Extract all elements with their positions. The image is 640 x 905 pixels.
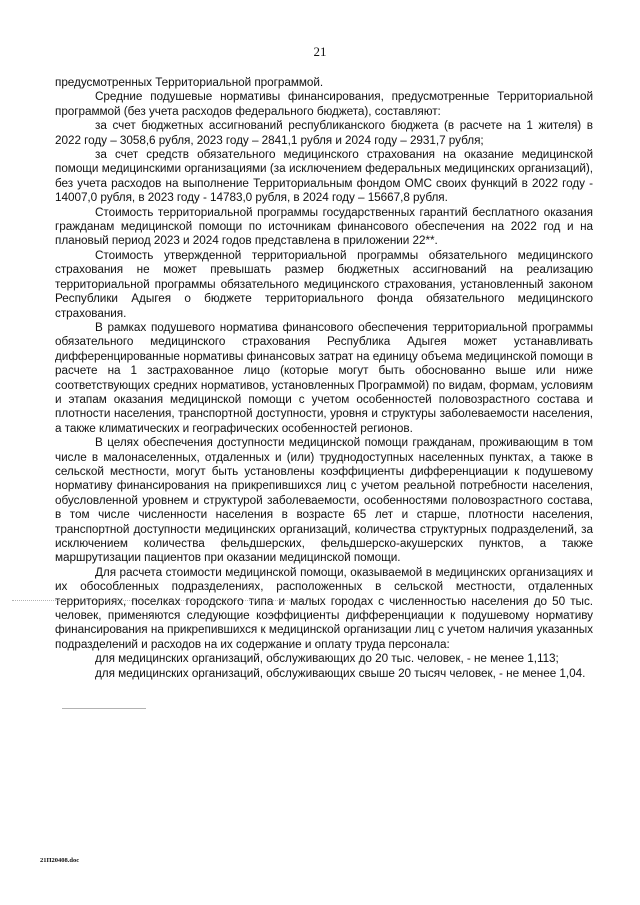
paragraph-continuation: предусмотренных Территориальной программой. [55,76,324,89]
file-name-footer: 21П20408.doc [40,857,80,864]
scan-artifact-line [62,708,146,709]
paragraph-oms-funds: за счет средств обязательного медицинского страхования на оказание медицинской помощи медицинскими организациями (за исключением федеральных медицинских организаций), без учета расходов на выполнение Территориальным фондом ОМС своих функций в 2022 году - 14007,0 рубля, в 2023 году - 14783,0 рубля, в 2024 году – 15667,8 рубля. [55,148,593,205]
paragraph-cost-calculation: Для расчета стоимости медицинской помощи, оказываемой в медицинских организациях и их обособленных подразделениях, расположенных в сельской местности, отдаленных территориях, поселках городского типа и малых городах с численностью населения до 50 тыс. человек, применяются следующие коэффициенты дифференциации к подушевому нормативу финансирования на прикрепившихся к медицинской организации лиц с учетом наличия указанных подразделений и расходов на их содержание и оплату труда персонала: [55,565,593,651]
paragraph-cost-limit: Стоимость утвержденной территориальной программы обязательного медицинского страхования не может превышать размер бюджетных ассигнований на реализацию территориальной программы обязательного медицинского страхования, установленный законом Республики Адыгея о бюджете территориального фонда обязательного медицинского страхования. [55,248,593,320]
paragraph-coefficient-small: для медицинских организаций, обслуживающих до 20 тыс. человек, - не менее 1,113; [95,652,559,666]
scan-artifact-line [12,600,324,601]
paragraph-republic-budget: за счет бюджетных ассигнований республиканского бюджета (в расчете на 1 жителя) в 2022 году – 3058,6 рубля, 2023 году – 2841,1 рубля и 2024 году – 2931,7 рубля; [55,119,593,147]
paragraph-differentiated-norms: В рамках подушевого норматива финансового обеспечения территориальной программы обязательного медицинского страхования Республика Адыгея может устанавливать дифференцированные нормативы финансовых затрат на единицу объема медицинской помощи в расчете на 1 застрахованное лицо (которые могут быть обоснованно выше или ниже соответствующих средних нормативов, установленных Программой) по видам, формам, условиям и этапам оказания медицинской помощи с учетом особенностей половозрастного состава и плотности населения, транспортной доступности, уровня и структуры заболеваемости населения, а также климатических и географических особенностей регионов. [55,320,593,435]
paragraph-program-cost: Стоимость территориальной программы государственных гарантий бесплатного оказания гражданам медицинской помощи по источникам финансового обеспечения на 2022 год и на плановый период 2023 и 2024 годов представлена в приложении 22**. [55,205,593,248]
paragraph-accessibility: В целях обеспечения доступности медицинской помощи гражданам, проживающим в том числе в малонаселенных, отдаленных и (или) труднодоступных населенных пунктах, а также в сельской местности, могут быть установлены коэффициенты дифференциации к подушевому нормативу финансирования на прикрепившихся лиц с учетом реальной потребности населения, обусловленной уровнем и структурой заболеваемости, особенностями половозрастного состава, в том числе численности населения в возрасте 65 лет и старше, плотности населения, транспортной доступности медицинских организаций, количества структурных подразделений, за исключением количества фельдшерских, фельдшерско-акушерских пунктов, а также маршрутизации пациентов при оказании медицинской помощи. [55,436,593,565]
page-number: 21 [313,44,327,59]
paragraph-coefficient-large: для медицинских организаций, обслуживающих свыше 20 тысяч человек, - не менее 1,04. [95,666,586,680]
body-text [55,76,593,681]
paragraph-average-norms: Средние подушевые нормативы финансирования, предусмотренные Территориальной программой (без учета расходов федерального бюджета), составляют: [55,90,593,118]
